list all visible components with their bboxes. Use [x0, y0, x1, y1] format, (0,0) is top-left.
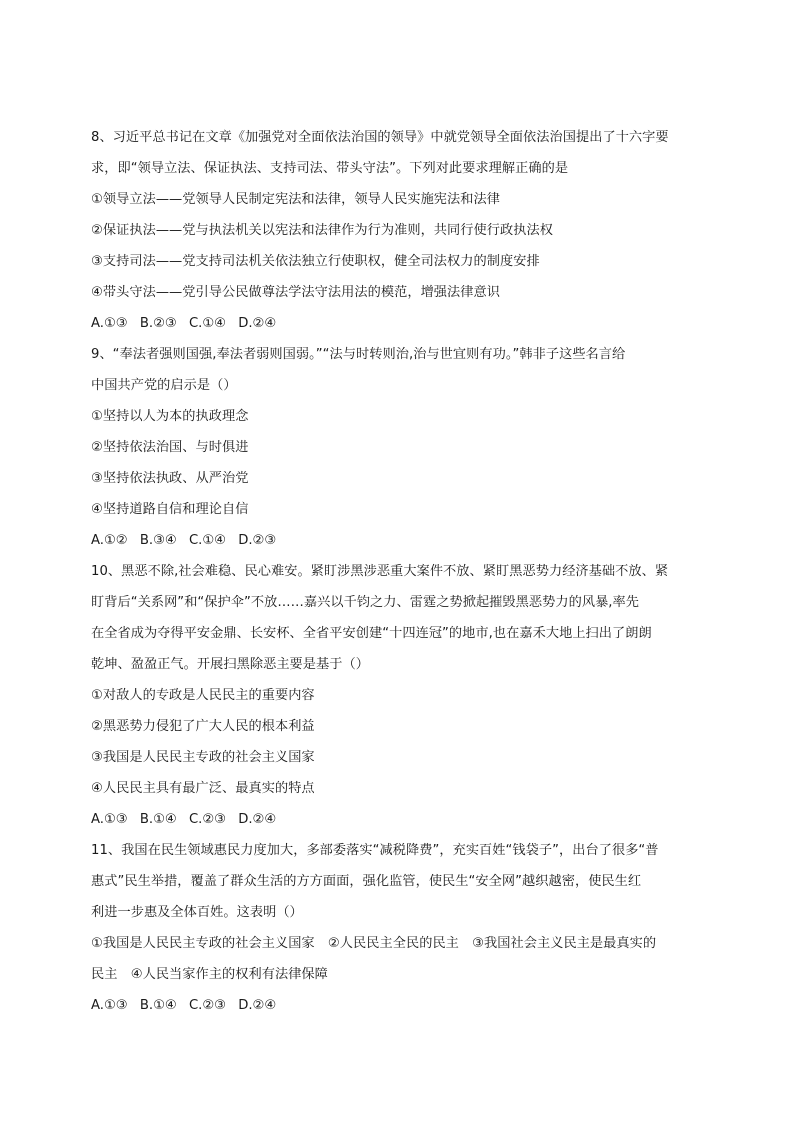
option-b: B.②③: [139, 316, 177, 331]
option-c: C.②③: [188, 998, 226, 1013]
statement-line: ④带头守法——党引导公民做尊法学法守法用法的模范，增强法律意识: [91, 285, 500, 300]
option-b: B.①④: [139, 812, 177, 827]
option-a: A.①③: [91, 316, 128, 331]
question-text-line: 8、习近平总书记在文章《加强党对全面依法治国的领导》中就党领导全面依法治国提出了十六字要: [91, 130, 669, 145]
statement-line: ①领导立法——党领导人民制定宪法和法律，领导人民实施宪法和法律: [91, 192, 500, 207]
option-a: A.①③: [91, 812, 128, 827]
question-text-line: 10、黑恶不除,社会难稳、民心难安。紧盯涉黑涉恶重大案件不放、紧盯黑恶势力经济基础不放、紧: [91, 564, 669, 579]
statement-line: ②坚持依法治国、与时俱进: [91, 440, 249, 455]
option-a: A.①②: [91, 533, 128, 548]
question-10: [91, 556, 711, 835]
question-11: [91, 835, 711, 1021]
statement-line: ④人民民主具有最广泛、最真实的特点: [91, 781, 315, 796]
statement-line: 民主 ④人民当家作主的权利有法律保障: [91, 967, 328, 982]
question-text-line: 求，即“领导立法、保证执法、支持司法、带头守法”。下列对此要求理解正确的是: [91, 161, 569, 176]
option-b: B.①④: [139, 998, 177, 1013]
option-c: C.①④: [188, 316, 226, 331]
answer-options: [91, 804, 711, 835]
question-text-line: 在全省成为夺得平安金鼎、长安杯、全省平安创建“十四连冠”的地市,也在嘉禾大地上扫出了朗朗: [91, 626, 652, 641]
answer-options: [91, 525, 711, 556]
statement-line: ①我国是人民民主专政的社会主义国家 ②人民民主全民的民主 ③我国社会主义民主是最真实的: [91, 936, 657, 951]
option-b: B.③④: [139, 533, 177, 548]
statement-line: ①坚持以人为本的执政理念: [91, 409, 249, 424]
question-text-line: 11、我国在民生领域惠民力度加大，多部委落实“减税降费”，充实百姓“钱袋子”，出台了很多“普: [91, 843, 659, 858]
statement-line: ③坚持依法执政、从严治党: [91, 471, 249, 486]
statement-line: ②黑恶势力侵犯了广大人民的根本利益: [91, 719, 315, 734]
question-text-line: 盯背后“关系网”和“保护伞”不放……嘉兴以千钧之力、雷霆之势掀起摧毁黑恶势力的风暴,率先: [91, 595, 640, 610]
question-list: [91, 122, 711, 1021]
statement-line: ④坚持道路自信和理论自信: [91, 502, 249, 517]
question-9: [91, 339, 711, 556]
question-text-line: 惠式”民生举措，覆盖了群众生活的方方面面，强化监管，使民生“安全网”越织越密，使民生红: [91, 874, 642, 889]
statement-line: ③我国是人民民主专政的社会主义国家: [91, 750, 315, 765]
question-8: [91, 122, 711, 339]
option-d: D.②④: [238, 812, 277, 827]
question-text-line: 利进一步惠及全体百姓。这表明（）: [91, 905, 303, 920]
option-d: D.②④: [238, 316, 277, 331]
question-text-line: 9、“奉法者强则国强,奉法者弱则国弱。”“法与时转则治,治与世宜则有功。”韩非子这些名言给: [91, 347, 626, 362]
option-a: A.①③: [91, 998, 128, 1013]
answer-options: [91, 308, 711, 339]
answer-options: [91, 990, 711, 1021]
question-text-line: 中国共产党的启示是（）: [91, 378, 237, 393]
option-d: D.②③: [238, 533, 277, 548]
option-d: D.②④: [238, 998, 277, 1013]
statement-line: ②保证执法——党与执法机关以宪法和法律作为行为准则，共同行使行政执法权: [91, 223, 553, 238]
option-c: C.①④: [188, 533, 226, 548]
statement-line: ③支持司法——党支持司法机关依法独立行使职权，健全司法权力的制度安排: [91, 254, 540, 269]
option-c: C.②③: [188, 812, 226, 827]
statement-line: ①对敌人的专政是人民民主的重要内容: [91, 688, 315, 703]
question-text-line: 乾坤、盈盈正气。开展扫黑除恶主要是基于（）: [91, 657, 369, 672]
